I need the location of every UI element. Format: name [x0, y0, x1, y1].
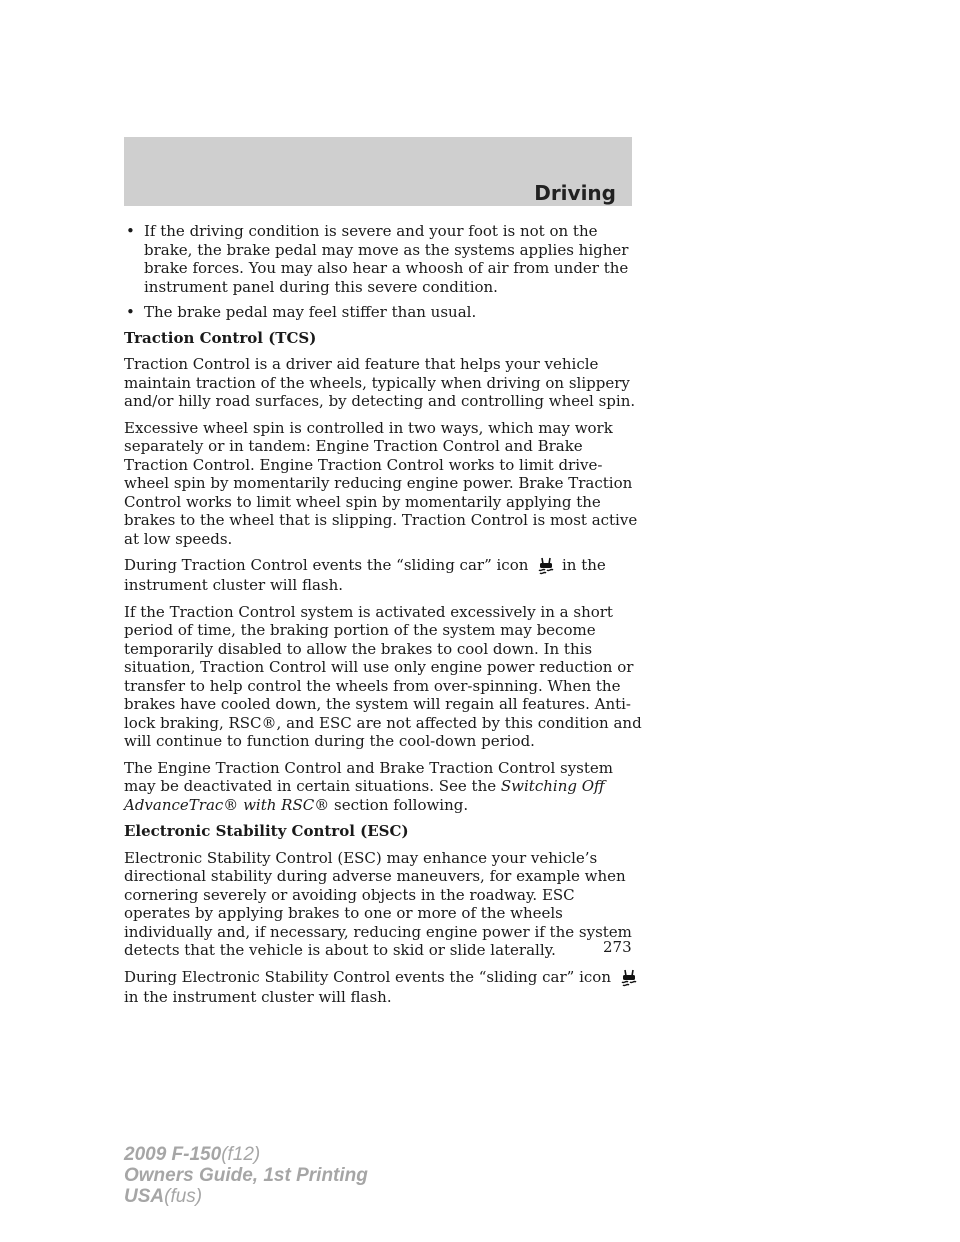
sliding-car-icon	[618, 968, 640, 988]
footer-line-market	[124, 1186, 368, 1207]
bullet-text: If the driving condition is severe and your foot is not on the brake, the brake pedal may move as the systems applies higher brake forces. You may also hear a whoosh of air from under the instrument panel during this severe condition.	[144, 222, 629, 296]
bullet-item	[124, 222, 644, 296]
bullet-item	[124, 303, 644, 322]
tcs-paragraph: Traction Control is a driver aid feature that helps your vehicle maintain traction of the wheels, typically when driving on slippery and/or hilly road surfaces, by detecting and controlling wheel spin.	[124, 355, 636, 410]
tcs-deactivation-paragraph	[124, 759, 644, 815]
print-footer	[124, 1144, 368, 1207]
tcs-icon-text-before: During Traction Control events the “sliding car” icon	[124, 556, 529, 574]
footer-market-code: (fus)	[164, 1186, 203, 1207]
page-number: 273	[603, 938, 632, 956]
bullet-text: The brake pedal may feel stiffer than usual.	[144, 303, 477, 321]
footer-model-code: (f12)	[221, 1144, 261, 1165]
page-content	[124, 222, 644, 1014]
footer-line-model	[124, 1144, 368, 1165]
esc-icon-paragraph	[124, 968, 644, 1007]
footer-model: 2009 F-150	[124, 1144, 222, 1165]
esc-heading: Electronic Stability Control (ESC)	[124, 822, 409, 840]
tcs-deactivation-text: The Engine Traction Control and Brake Traction Control system may be deactivated in certain situations. See the	[124, 758, 614, 795]
tcs-icon-paragraph	[124, 556, 644, 595]
footer-guide: Owners Guide, 1st Printing	[124, 1165, 368, 1186]
tcs-deactivation-text-after: section following.	[334, 795, 469, 814]
bullet-dot: •	[126, 303, 135, 321]
tcs-paragraph: If the Traction Control system is activated excessively in a short period of time, the braking portion of the system may become temporarily disabled to allow the brakes to cool down. In this situation, Traction Control will use only engine power reduction or transfer to help control the wheels from over-spinning. When the brakes have cooled down, the system will regain all features. Anti-lock braking, RSC®, and ESC are not affected by this condition and will continue to function during the cool-down period.	[124, 602, 642, 750]
esc-icon-text-before: During Electronic Stability Control events the “sliding car” icon	[124, 967, 611, 986]
esc-icon-text-after: in the instrument cluster will flash.	[124, 987, 392, 1006]
tcs-icon-text-after: in the instrument cluster will flash.	[124, 556, 606, 594]
esc-paragraph: Electronic Stability Control (ESC) may enhance your vehicle’s directional stability during adverse maneuvers, for example when cornering severely or avoiding objects in the roadway. ESC operates by applying brakes to one or more of the wheels individually and, if necessary, reducing engine power if the system detects that the vehicle is about to skid or slide laterally.	[124, 848, 632, 959]
section-reference: Switching Off AdvanceTrac® with RSC®	[124, 777, 605, 814]
section-header-band	[124, 137, 632, 206]
section-title: Driving	[534, 181, 616, 205]
sliding-car-icon	[535, 556, 557, 576]
footer-line-guide	[124, 1165, 368, 1186]
tcs-heading: Traction Control (TCS)	[124, 328, 317, 347]
footer-market: USA	[124, 1186, 165, 1207]
bullet-dot: •	[126, 222, 135, 240]
tcs-paragraph: Excessive wheel spin is controlled in two ways, which may work separately or in tandem: Engine Traction Control and Brake Traction Control. Engine Traction Control works to limit drive-wheel spin by momentarily reducing engine power. Brake Traction Control works to limit wheel spin by momentarily applying the brakes to the wheel that is slipping. Traction Control is most active at low speeds.	[124, 418, 638, 548]
